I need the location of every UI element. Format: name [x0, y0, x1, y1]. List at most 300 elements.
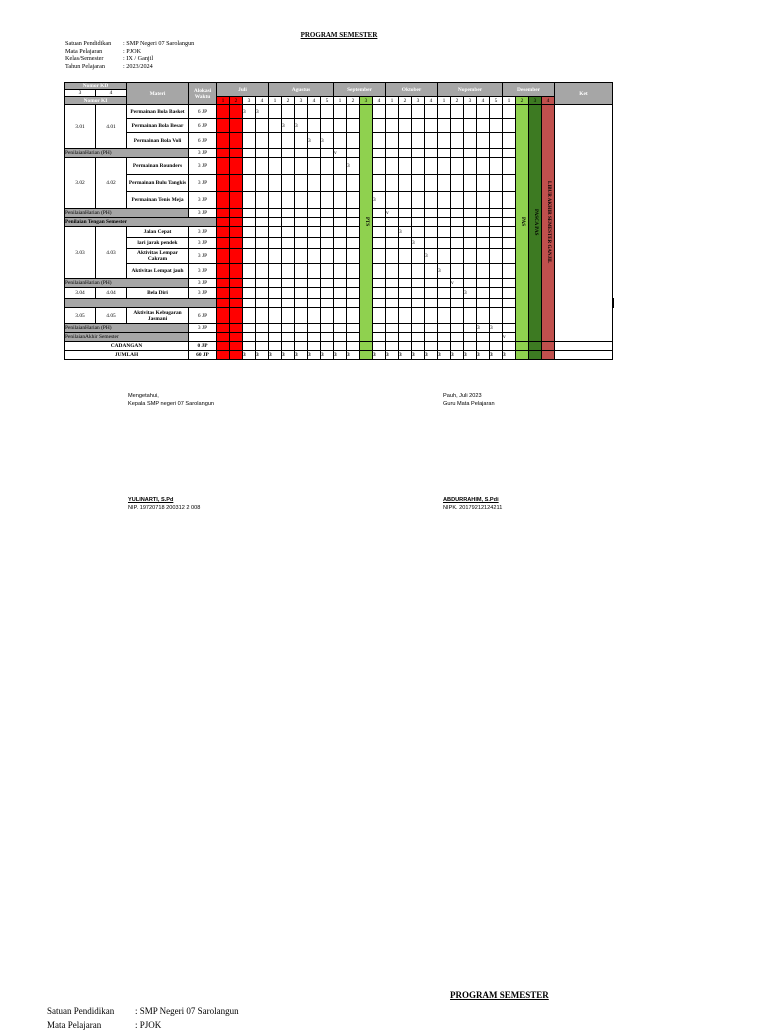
week-cell [438, 279, 451, 288]
week-cell [269, 149, 282, 158]
alokasi-cell: 3 JP [189, 192, 217, 209]
week-cell [451, 288, 464, 299]
week-cell [256, 119, 269, 133]
week-cell [451, 158, 464, 175]
week-cell [477, 192, 490, 209]
kd3-cell: 3.05 [65, 308, 96, 324]
week-cell [451, 133, 464, 149]
week-cell [464, 249, 477, 264]
week-total: 3 [347, 351, 360, 360]
week-cell [503, 105, 516, 119]
week-cell [386, 218, 399, 227]
materi-cell: Permainan Bola Besar [127, 119, 189, 133]
sign-position: Kepala SMP negeri 07 Sarolangun [128, 401, 215, 407]
week-cell [217, 227, 230, 238]
week-cell [230, 227, 243, 238]
week-cell [464, 209, 477, 218]
alokasi-cell: 6 JP [189, 308, 217, 324]
week-total: 3 [308, 351, 321, 360]
week-cell [386, 342, 399, 351]
week-cell [373, 175, 386, 192]
principal-name: YULINARTI, S.Pd [128, 497, 174, 503]
week-total: 3 [425, 351, 438, 360]
week-cell [399, 209, 412, 218]
principal-nip: NIP. 19720718 200312 2 008 [128, 505, 201, 511]
week-cell [269, 279, 282, 288]
week-cell [373, 119, 386, 133]
kd3-cell: 3.03 [65, 227, 96, 279]
week-total: 3 [243, 351, 256, 360]
week-total: 3 [412, 351, 425, 360]
week-total: 3 [438, 351, 451, 360]
week-cell: 3 [308, 133, 321, 149]
week-cell [386, 324, 399, 333]
vertical-band [542, 105, 555, 342]
alokasi-cell: 3 JP [189, 209, 217, 218]
week-cell [490, 209, 503, 218]
week-total: 3 [451, 351, 464, 360]
week-total: 3 [490, 351, 503, 360]
week-cell [438, 342, 451, 351]
week-cell [321, 249, 334, 264]
week-cell [412, 333, 425, 342]
week-cell [373, 149, 386, 158]
week-cell [477, 133, 490, 149]
week-cell [256, 342, 269, 351]
ket-cell [555, 105, 613, 342]
week-cell [373, 105, 386, 119]
alokasi-cell: 3 JP [189, 324, 217, 333]
week-cell [425, 192, 438, 209]
page-title: PROGRAM SEMESTER [300, 31, 378, 39]
week-cell [412, 105, 425, 119]
week-cell [282, 149, 295, 158]
week-cell [295, 105, 308, 119]
week-cell [347, 249, 360, 264]
ket-cell [555, 342, 613, 351]
cadangan-label: CADANGAN [65, 342, 189, 351]
week-cell [217, 324, 230, 333]
week-cell: 3 [347, 158, 360, 175]
week-cell [464, 299, 477, 308]
week-total: 3 [295, 351, 308, 360]
week-cell [269, 133, 282, 149]
week-cell [503, 192, 516, 209]
week-cell [438, 238, 451, 249]
week-cell [217, 333, 230, 342]
kd4-cell: 4.02 [96, 158, 127, 209]
materi-cell: Aktivitas Lempar Cakram [127, 249, 189, 264]
week-number: 4 [373, 97, 386, 105]
week-cell [347, 218, 360, 227]
week-cell [399, 238, 412, 249]
week-cell [399, 264, 412, 279]
week-cell [347, 342, 360, 351]
week-cell [282, 209, 295, 218]
week-total: 3 [321, 351, 334, 360]
week-cell [230, 149, 243, 158]
week-cell [503, 119, 516, 133]
week-cell [373, 158, 386, 175]
week-cell [282, 249, 295, 264]
week-cell [451, 324, 464, 333]
week-cell [490, 227, 503, 238]
cadangan-jp: 0 JP [189, 342, 217, 351]
week-number: 4 [477, 97, 490, 105]
week-cell [243, 218, 256, 227]
info-label: Kelas/Semester [65, 55, 104, 63]
week-cell: 3 [477, 324, 490, 333]
week-cell [243, 119, 256, 133]
week-cell [490, 158, 503, 175]
week-cell [295, 218, 308, 227]
week-cell [503, 279, 516, 288]
kd3-cell: 3.04 [65, 288, 96, 299]
week-total [529, 351, 542, 360]
week-cell [412, 308, 425, 324]
penilaian-harian-label: PenilaianHarian (PH) [65, 279, 189, 288]
info-value: : SMP Negeri 07 Sarolangun [135, 1006, 239, 1016]
week-cell [334, 264, 347, 279]
week-cell [217, 288, 230, 299]
week-cell [230, 324, 243, 333]
week-cell [269, 192, 282, 209]
week-cell [503, 149, 516, 158]
week-cell [490, 288, 503, 299]
week-cell [503, 342, 516, 351]
week-cell [451, 333, 464, 342]
week-cell: 3 [243, 105, 256, 119]
week-cell [503, 288, 516, 299]
week-cell [321, 175, 334, 192]
week-cell [386, 333, 399, 342]
week-cell [425, 324, 438, 333]
week-cell [230, 175, 243, 192]
week-cell [256, 288, 269, 299]
week-cell [308, 264, 321, 279]
week-cell [334, 342, 347, 351]
table-row [65, 351, 614, 360]
materi-cell: Permainan Tenis Meja [127, 192, 189, 209]
week-cell [334, 105, 347, 119]
week-cell [334, 299, 347, 308]
week-cell [425, 209, 438, 218]
alokasi-cell [189, 333, 217, 342]
week-cell [490, 279, 503, 288]
week-cell [412, 149, 425, 158]
week-number: 3 [295, 97, 308, 105]
week-number: 1 [438, 97, 451, 105]
week-cell [295, 158, 308, 175]
week-cell [256, 279, 269, 288]
week-cell [347, 175, 360, 192]
week-cell [503, 158, 516, 175]
week-cell [308, 158, 321, 175]
week-cell [295, 227, 308, 238]
week-cell [230, 308, 243, 324]
week-cell [269, 299, 282, 308]
week-cell [477, 105, 490, 119]
week-number: 2 [347, 97, 360, 105]
week-cell [477, 308, 490, 324]
week-cell [308, 175, 321, 192]
week-total [360, 351, 373, 360]
week-cell [425, 288, 438, 299]
week-cell [503, 227, 516, 238]
week-number: 3 [464, 97, 477, 105]
week-cell [217, 218, 230, 227]
week-cell [464, 333, 477, 342]
week-cell [295, 279, 308, 288]
week-cell [243, 324, 256, 333]
week-cell [269, 175, 282, 192]
info-label: Satuan Pendidikan [65, 40, 112, 47]
week-cell [334, 209, 347, 218]
week-cell [438, 308, 451, 324]
week-cell [321, 308, 334, 324]
week-cell [256, 133, 269, 149]
week-cell [373, 238, 386, 249]
jumlah-jp: 60 JP [189, 351, 217, 360]
week-cell [230, 218, 243, 227]
sign-position: Guru Mata Pelajaran [443, 401, 495, 407]
week-cell [425, 238, 438, 249]
week-cell [451, 209, 464, 218]
kd3-cell: 3.01 [65, 105, 96, 149]
week-cell [321, 299, 334, 308]
week-cell [490, 119, 503, 133]
week-cell [334, 333, 347, 342]
week-cell [256, 249, 269, 264]
week-cell [399, 192, 412, 209]
week-cell [399, 158, 412, 175]
week-cell [230, 279, 243, 288]
week-cell [373, 308, 386, 324]
week-cell [399, 105, 412, 119]
week-cell [425, 133, 438, 149]
week-cell [503, 238, 516, 249]
week-cell [308, 105, 321, 119]
week-cell [464, 119, 477, 133]
week-cell [464, 342, 477, 351]
week-cell [464, 279, 477, 288]
week-cell [321, 227, 334, 238]
week-cell [503, 249, 516, 264]
week-cell [282, 158, 295, 175]
week-cell [282, 238, 295, 249]
week-cell [373, 209, 386, 218]
week-cell [373, 227, 386, 238]
week-cell [347, 333, 360, 342]
week-cell [321, 288, 334, 299]
week-cell [217, 209, 230, 218]
week-cell [282, 308, 295, 324]
week-cell [217, 149, 230, 158]
week-cell [230, 333, 243, 342]
week-cell [438, 158, 451, 175]
materi-cell: Permainan Bola Voli [127, 133, 189, 149]
week-cell [347, 149, 360, 158]
week-cell [243, 149, 256, 158]
week-cell [230, 158, 243, 175]
info-value: : PJOK [135, 1020, 162, 1030]
week-cell [386, 158, 399, 175]
week-cell [256, 209, 269, 218]
week-cell [438, 218, 451, 227]
week-cell [308, 238, 321, 249]
week-cell [464, 133, 477, 149]
week-cell [282, 264, 295, 279]
week-cell [282, 175, 295, 192]
alokasi-cell: 3 JP [189, 279, 217, 288]
week-number: 2 [230, 97, 243, 105]
week-cell [360, 342, 373, 351]
week-number: 1 [217, 97, 230, 105]
week-number: 5 [490, 97, 503, 105]
week-cell [386, 175, 399, 192]
week-cell [490, 149, 503, 158]
week-cell [269, 324, 282, 333]
week-cell [425, 308, 438, 324]
week-cell [477, 299, 490, 308]
week-cell [217, 158, 230, 175]
week-cell [438, 299, 451, 308]
week-cell [386, 288, 399, 299]
week-cell [269, 264, 282, 279]
info-label: Satuan Pendidikan [47, 1006, 115, 1016]
kd4-cell: 4.05 [96, 308, 127, 324]
ket-cell [555, 351, 613, 360]
kd4-header: 4 [96, 90, 127, 97]
kd3-cell: 3.02 [65, 158, 96, 209]
week-cell [295, 342, 308, 351]
week-cell [373, 264, 386, 279]
week-cell [490, 175, 503, 192]
info-value: : 2023/2024 [123, 62, 153, 70]
week-cell [464, 324, 477, 333]
week-cell [321, 333, 334, 342]
week-cell [269, 288, 282, 299]
week-cell [256, 299, 269, 308]
week-cell [308, 209, 321, 218]
week-cell [412, 119, 425, 133]
week-cell [295, 324, 308, 333]
week-cell [399, 308, 412, 324]
week-cell [438, 227, 451, 238]
week-cell [464, 175, 477, 192]
week-cell [282, 105, 295, 119]
week-cell [412, 299, 425, 308]
week-cell [256, 238, 269, 249]
week-cell [503, 299, 516, 308]
materi-cell: Aktivitas Lempat jauh [127, 264, 189, 279]
week-cell [230, 209, 243, 218]
week-cell [425, 227, 438, 238]
week-cell [295, 308, 308, 324]
week-cell [464, 264, 477, 279]
week-cell [477, 218, 490, 227]
week-cell [399, 119, 412, 133]
week-cell [217, 264, 230, 279]
week-cell [217, 238, 230, 249]
week-cell [295, 249, 308, 264]
next-page-title: PROGRAM SEMESTER [450, 990, 549, 1000]
kd4-cell: 4.03 [96, 227, 127, 279]
info-value: : PJOK [123, 47, 142, 55]
month-header: Agustus [269, 83, 334, 97]
week-cell [451, 227, 464, 238]
week-cell [321, 158, 334, 175]
week-cell [477, 175, 490, 192]
week-cell [269, 227, 282, 238]
week-cell: 3 [295, 119, 308, 133]
week-number: 1 [334, 97, 347, 105]
semester-program-table [64, 82, 614, 360]
week-cell [282, 192, 295, 209]
week-cell [464, 218, 477, 227]
week-cell [451, 149, 464, 158]
week-cell [373, 342, 386, 351]
pts-vertical-label: PTS [364, 217, 369, 227]
week-total: 3 [503, 351, 516, 360]
week-cell [256, 333, 269, 342]
week-cell [399, 175, 412, 192]
week-cell [321, 342, 334, 351]
week-cell: 3 [425, 249, 438, 264]
week-cell [321, 264, 334, 279]
week-number: 2 [282, 97, 295, 105]
materi-cell: Aktivitas Kebugaran Jasmani [127, 308, 189, 324]
week-cell [425, 218, 438, 227]
week-cell [269, 209, 282, 218]
week-cell [334, 249, 347, 264]
week-total: 3 [386, 351, 399, 360]
week-cell [243, 299, 256, 308]
week-cell [295, 149, 308, 158]
week-cell [425, 158, 438, 175]
week-cell: 3 [373, 192, 386, 209]
week-cell [477, 264, 490, 279]
week-cell [256, 308, 269, 324]
week-cell: 3 [321, 133, 334, 149]
week-cell [373, 324, 386, 333]
week-cell [256, 324, 269, 333]
week-cell [308, 333, 321, 342]
vertical-band [529, 105, 542, 342]
week-cell [386, 119, 399, 133]
week-cell [256, 192, 269, 209]
week-cell [243, 238, 256, 249]
week-cell [412, 342, 425, 351]
week-cell [438, 333, 451, 342]
week-total: 3 [256, 351, 269, 360]
week-cell [412, 264, 425, 279]
week-cell [451, 175, 464, 192]
week-total: 3 [464, 351, 477, 360]
week-cell [230, 238, 243, 249]
week-cell [477, 209, 490, 218]
week-cell [334, 279, 347, 288]
week-cell [282, 324, 295, 333]
week-cell [412, 218, 425, 227]
vertical-band [360, 105, 373, 342]
week-cell [386, 279, 399, 288]
week-cell [243, 158, 256, 175]
week-cell [399, 333, 412, 342]
week-cell [399, 279, 412, 288]
info-value: : IX / Ganjil [123, 55, 154, 63]
alokasi-cell: 3 JP [189, 238, 217, 249]
